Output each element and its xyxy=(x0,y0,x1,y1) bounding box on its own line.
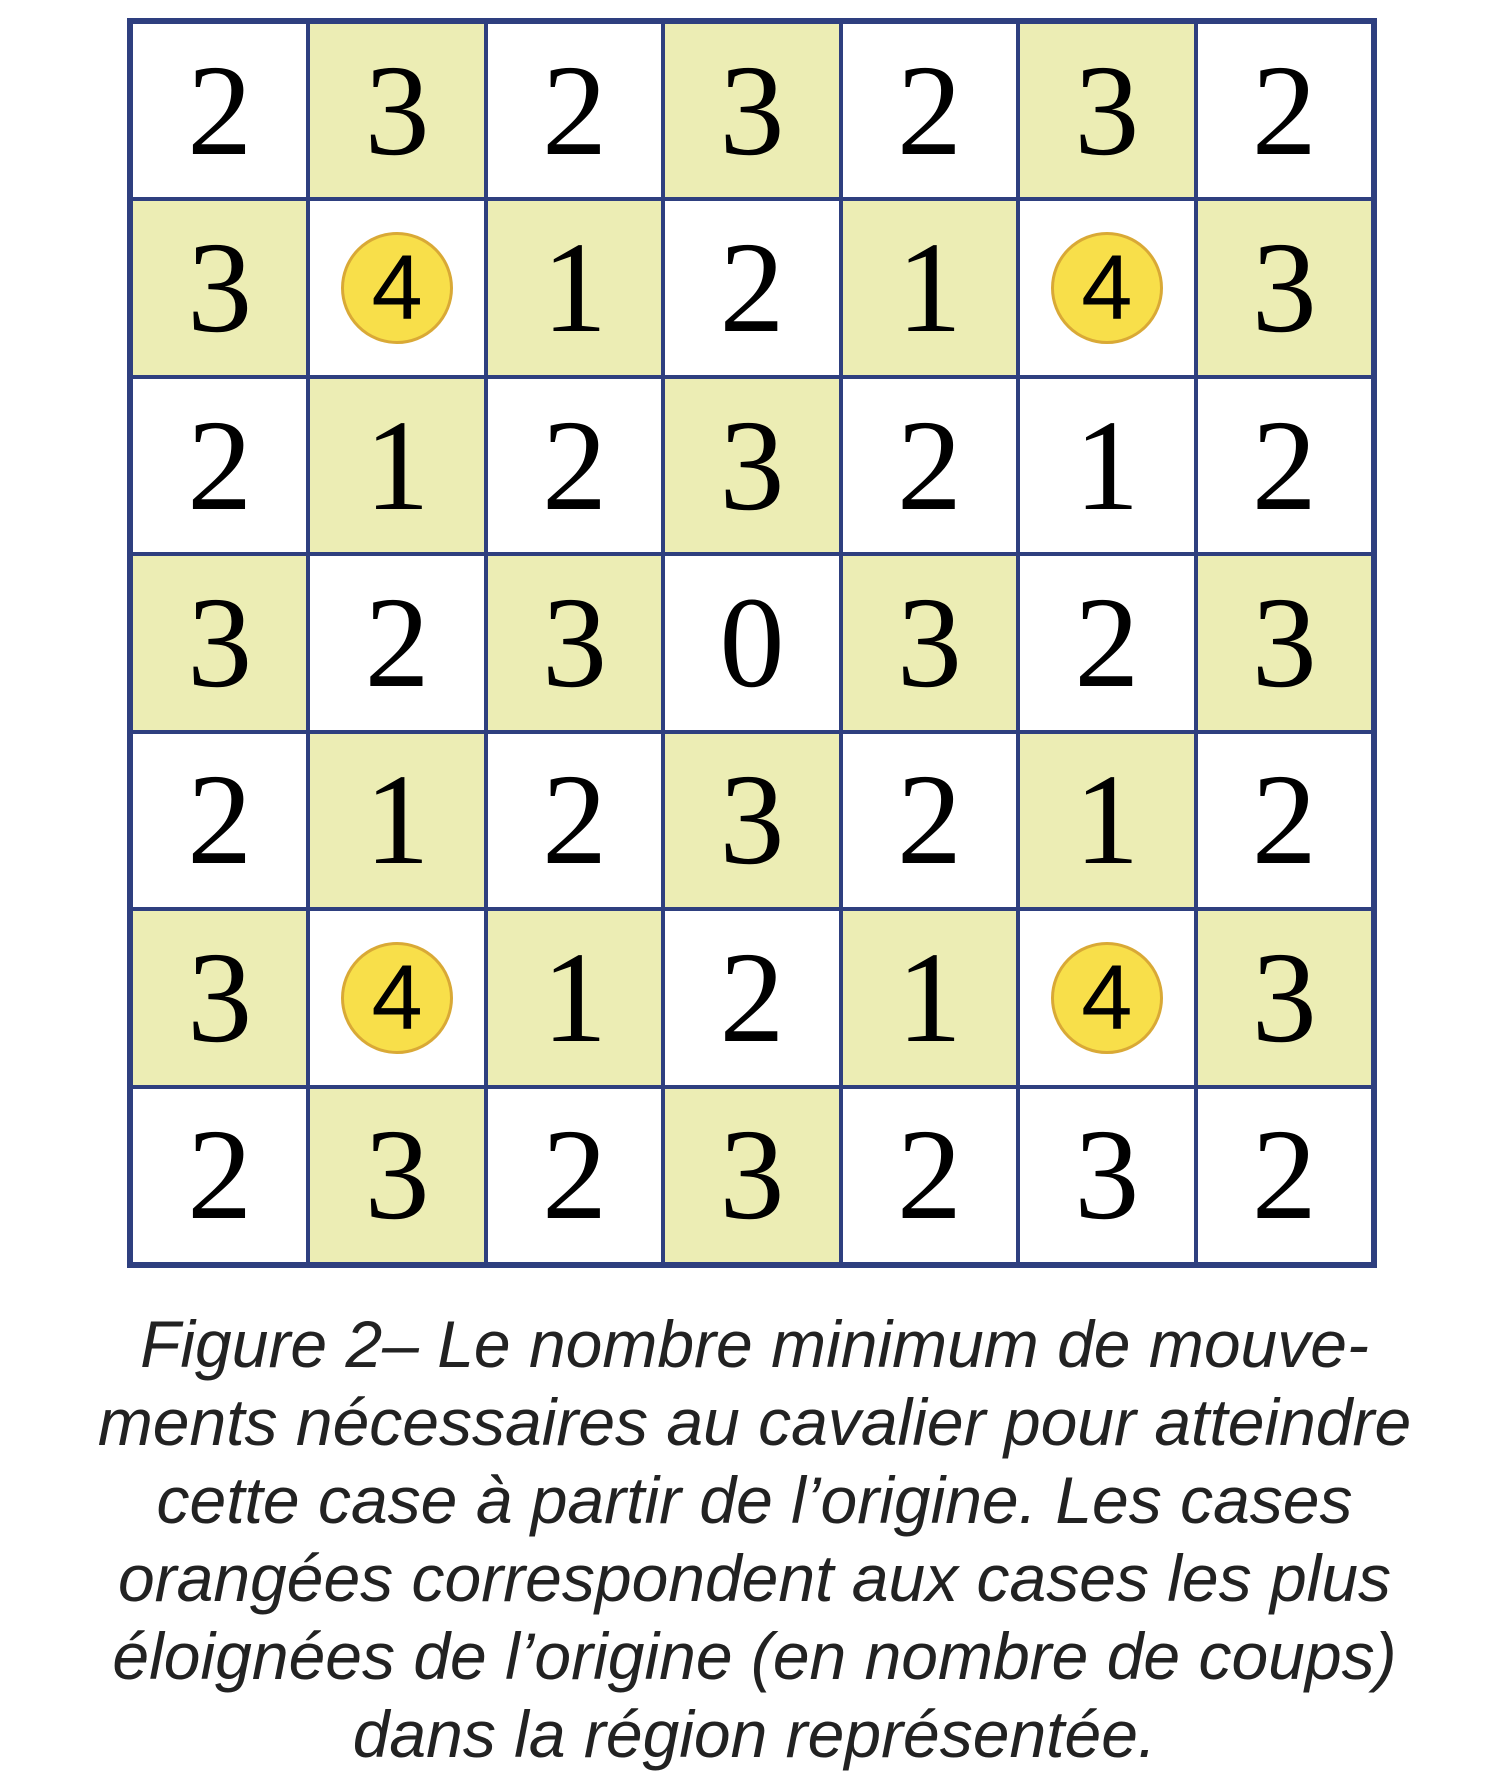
move-count: 1 xyxy=(542,216,608,361)
move-count: 3 xyxy=(1251,925,1317,1070)
move-count: 1 xyxy=(1074,748,1140,893)
grid-cell xyxy=(486,199,663,376)
grid-cell xyxy=(663,1087,840,1264)
move-count: 2 xyxy=(187,393,253,538)
farthest-cell-marker xyxy=(1051,942,1163,1054)
move-count: 2 xyxy=(896,38,962,183)
caption-line-3: cette case à partir de l’origine. Les cases xyxy=(156,1463,1353,1537)
grid-cell xyxy=(1018,377,1195,554)
move-count: 3 xyxy=(187,216,253,361)
grid-cell xyxy=(1196,199,1373,376)
grid-cell xyxy=(1018,554,1195,731)
grid-cell xyxy=(308,732,485,909)
grid-cell xyxy=(663,909,840,1086)
move-count: 0 xyxy=(719,570,785,715)
grid-cell xyxy=(131,1087,308,1264)
move-count: 1 xyxy=(364,748,430,893)
grid-cell xyxy=(1196,909,1373,1086)
grid-cell xyxy=(841,199,1018,376)
grid-cell xyxy=(1018,909,1195,1086)
move-count: 3 xyxy=(542,570,608,715)
move-count: 4 xyxy=(1081,946,1133,1049)
grid-cell xyxy=(308,377,485,554)
grid-cell xyxy=(1196,377,1373,554)
move-count: 2 xyxy=(187,1103,253,1248)
grid-cell xyxy=(486,732,663,909)
move-count: 2 xyxy=(187,38,253,183)
move-count: 3 xyxy=(187,570,253,715)
move-count: 3 xyxy=(719,748,785,893)
grid-cell xyxy=(1018,1087,1195,1264)
grid-cell xyxy=(841,22,1018,199)
move-count: 3 xyxy=(364,1103,430,1248)
move-count: 1 xyxy=(1074,393,1140,538)
move-count: 4 xyxy=(371,946,423,1049)
move-count: 2 xyxy=(896,393,962,538)
grid-cell xyxy=(1196,732,1373,909)
grid-cell xyxy=(308,199,485,376)
move-count: 2 xyxy=(896,748,962,893)
move-count: 3 xyxy=(1074,38,1140,183)
move-count: 2 xyxy=(542,748,608,893)
grid-cell xyxy=(131,22,308,199)
move-count: 4 xyxy=(371,237,423,340)
grid-cell xyxy=(486,1087,663,1264)
move-count: 3 xyxy=(1251,216,1317,361)
grid-cell xyxy=(841,909,1018,1086)
grid-cell xyxy=(663,377,840,554)
grid-cell xyxy=(1196,554,1373,731)
farthest-cell-marker xyxy=(341,232,453,344)
move-count: 2 xyxy=(364,570,430,715)
move-count: 4 xyxy=(1081,237,1133,340)
grid-cell xyxy=(1196,1087,1373,1264)
move-count: 2 xyxy=(542,393,608,538)
grid-cell xyxy=(486,554,663,731)
grid-cell xyxy=(131,554,308,731)
move-count: 3 xyxy=(1251,570,1317,715)
move-count: 1 xyxy=(364,393,430,538)
grid-cell xyxy=(308,909,485,1086)
move-count: 2 xyxy=(719,216,785,361)
grid-cell xyxy=(841,1087,1018,1264)
move-count: 1 xyxy=(896,925,962,1070)
move-count: 3 xyxy=(187,925,253,1070)
grid-cell xyxy=(308,22,485,199)
knight-distance-grid xyxy=(127,18,1377,1268)
move-count: 3 xyxy=(719,393,785,538)
farthest-cell-marker xyxy=(341,942,453,1054)
grid-cell xyxy=(663,22,840,199)
move-count: 3 xyxy=(896,570,962,715)
grid-cell xyxy=(663,732,840,909)
caption-line-2: ments nécessaires au cavalier pour atteindre xyxy=(97,1385,1412,1459)
grid-cell xyxy=(841,554,1018,731)
move-count: 2 xyxy=(542,1103,608,1248)
grid-cell xyxy=(663,554,840,731)
grid-cell xyxy=(131,377,308,554)
move-count: 2 xyxy=(1251,1103,1317,1248)
grid-cell xyxy=(1018,22,1195,199)
move-count: 2 xyxy=(187,748,253,893)
grid-cell xyxy=(131,909,308,1086)
move-count: 2 xyxy=(542,38,608,183)
grid-cell xyxy=(486,22,663,199)
grid-cell xyxy=(131,732,308,909)
grid-cell xyxy=(841,377,1018,554)
caption-line-6: dans la région représentée. xyxy=(352,1697,1157,1771)
figure-caption xyxy=(0,1305,1509,1773)
move-count: 3 xyxy=(1074,1103,1140,1248)
move-count: 1 xyxy=(542,925,608,1070)
grid-cell xyxy=(308,1087,485,1264)
caption-line-5: éloignées de l’origine (en nombre de coups) xyxy=(112,1619,1397,1693)
move-count: 2 xyxy=(1251,748,1317,893)
move-count: 2 xyxy=(1251,38,1317,183)
move-count: 2 xyxy=(1251,393,1317,538)
move-count: 3 xyxy=(719,38,785,183)
caption-line-1: Figure 2– Le nombre minimum de mouve- xyxy=(140,1307,1369,1381)
grid-cell xyxy=(308,554,485,731)
move-count: 3 xyxy=(364,38,430,183)
grid-cell xyxy=(486,909,663,1086)
grid-cell xyxy=(841,732,1018,909)
caption-line-4: orangées correspondent aux cases les plus xyxy=(117,1541,1392,1615)
grid-cell xyxy=(1018,732,1195,909)
move-count: 2 xyxy=(1074,570,1140,715)
grid-cell xyxy=(1018,199,1195,376)
farthest-cell-marker xyxy=(1051,232,1163,344)
grid-cell xyxy=(1196,22,1373,199)
grid-cell xyxy=(131,199,308,376)
move-count: 3 xyxy=(719,1103,785,1248)
move-count: 2 xyxy=(896,1103,962,1248)
grid-cell xyxy=(663,199,840,376)
move-count: 2 xyxy=(719,925,785,1070)
grid-cell xyxy=(486,377,663,554)
move-count: 1 xyxy=(896,216,962,361)
